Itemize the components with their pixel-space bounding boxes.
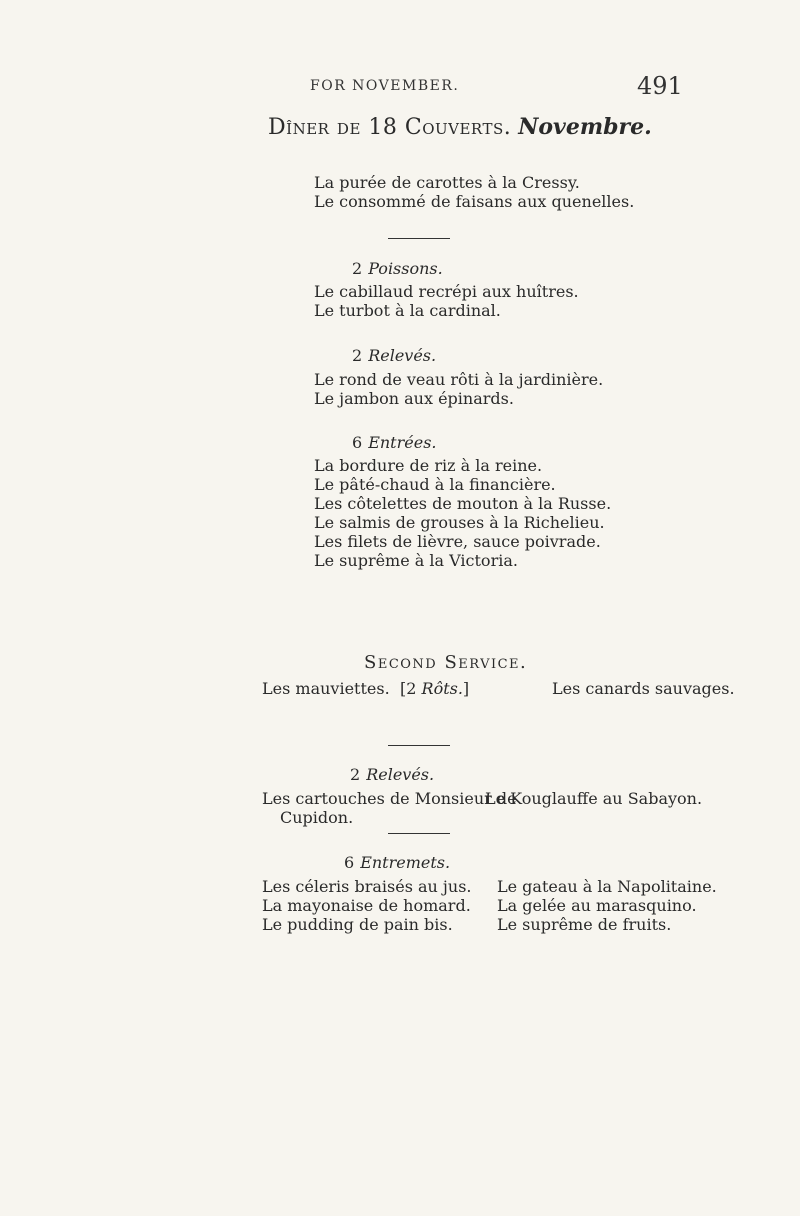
poissons-list (314, 282, 579, 320)
course-count: 2 (350, 765, 361, 784)
list-item: Le suprême à la Victoria. (314, 551, 518, 570)
course-heading-poissons (352, 259, 443, 278)
course-label: Poissons. (368, 259, 443, 278)
list-item: La gelée au marasquino. (497, 896, 697, 915)
divider-rule (388, 745, 450, 746)
entrees-list (314, 456, 611, 570)
rots-left: Les mauviettes. (262, 679, 390, 698)
rots-right: Les canards sauvages. (552, 679, 735, 698)
releves-list (314, 370, 603, 408)
list-item: Le pudding de pain bis. (262, 915, 453, 934)
releves-right: Le Kouglauffe au Sabayon. (485, 789, 703, 808)
menu-title-month: Novembre. (518, 114, 652, 140)
releves-left-line2: Cupidon. (280, 808, 354, 827)
course-count: 6 (352, 433, 363, 452)
course-count: 2 (352, 346, 363, 365)
course-label: Relevés. (366, 765, 435, 784)
releves-left (262, 789, 517, 827)
entremets-left-list (262, 877, 471, 934)
list-item: Les filets de lièvre, sauce poivrade. (314, 532, 601, 551)
releves-left-line1: Les cartouches de Monsieur de (262, 789, 517, 808)
list-item: La mayonaise de homard. (262, 896, 471, 915)
list-item: Les céleris braisés au jus. (262, 877, 472, 896)
list-item: Le suprême de fruits. (497, 915, 672, 934)
course-label: Entrées. (368, 433, 437, 452)
list-item: La purée de carottes à la Cressy. (314, 173, 580, 192)
second-service-title: Second Service. (364, 652, 528, 673)
soups-list (314, 173, 634, 211)
menu-title-main: Dîner de 18 Couverts. (268, 115, 512, 140)
rots-label: Rôts. (421, 679, 463, 698)
menu-title (268, 114, 708, 140)
course-label: Entremets. (360, 853, 451, 872)
course-heading-entremets (344, 853, 450, 872)
course-heading-releves (352, 346, 436, 365)
list-item: Le jambon aux épinards. (314, 389, 514, 408)
list-item: Le turbot à la cardinal. (314, 301, 501, 320)
list-item: Le rond de veau rôti à la jardinière. (314, 370, 604, 389)
list-item: Le cabillaud recrépi aux huîtres. (314, 282, 579, 301)
running-head: FOR NOVEMBER. (310, 78, 460, 94)
list-item: Les côtelettes de mouton à la Russe. (314, 494, 612, 513)
entremets-right-list (497, 877, 717, 934)
course-count: 6 (344, 853, 355, 872)
list-item: Le salmis de grouses à la Richelieu. (314, 513, 605, 532)
list-item: Le pâté-chaud à la financière. (314, 475, 556, 494)
course-count: 2 (352, 259, 363, 278)
divider-rule (388, 833, 450, 834)
list-item: Le consommé de faisans aux quenelles. (314, 192, 635, 211)
divider-rule (388, 238, 450, 239)
course-heading-releves-2 (350, 765, 434, 784)
page-number: 491 (637, 72, 683, 100)
rots-bracket-open: [2 (400, 679, 417, 698)
rots-heading (400, 679, 469, 698)
course-label: Relevés. (368, 346, 437, 365)
rots-bracket-close: ] (462, 679, 470, 698)
list-item: La bordure de riz à la reine. (314, 456, 543, 475)
course-heading-entrees (352, 433, 436, 452)
list-item: Le gateau à la Napolitaine. (497, 877, 717, 896)
